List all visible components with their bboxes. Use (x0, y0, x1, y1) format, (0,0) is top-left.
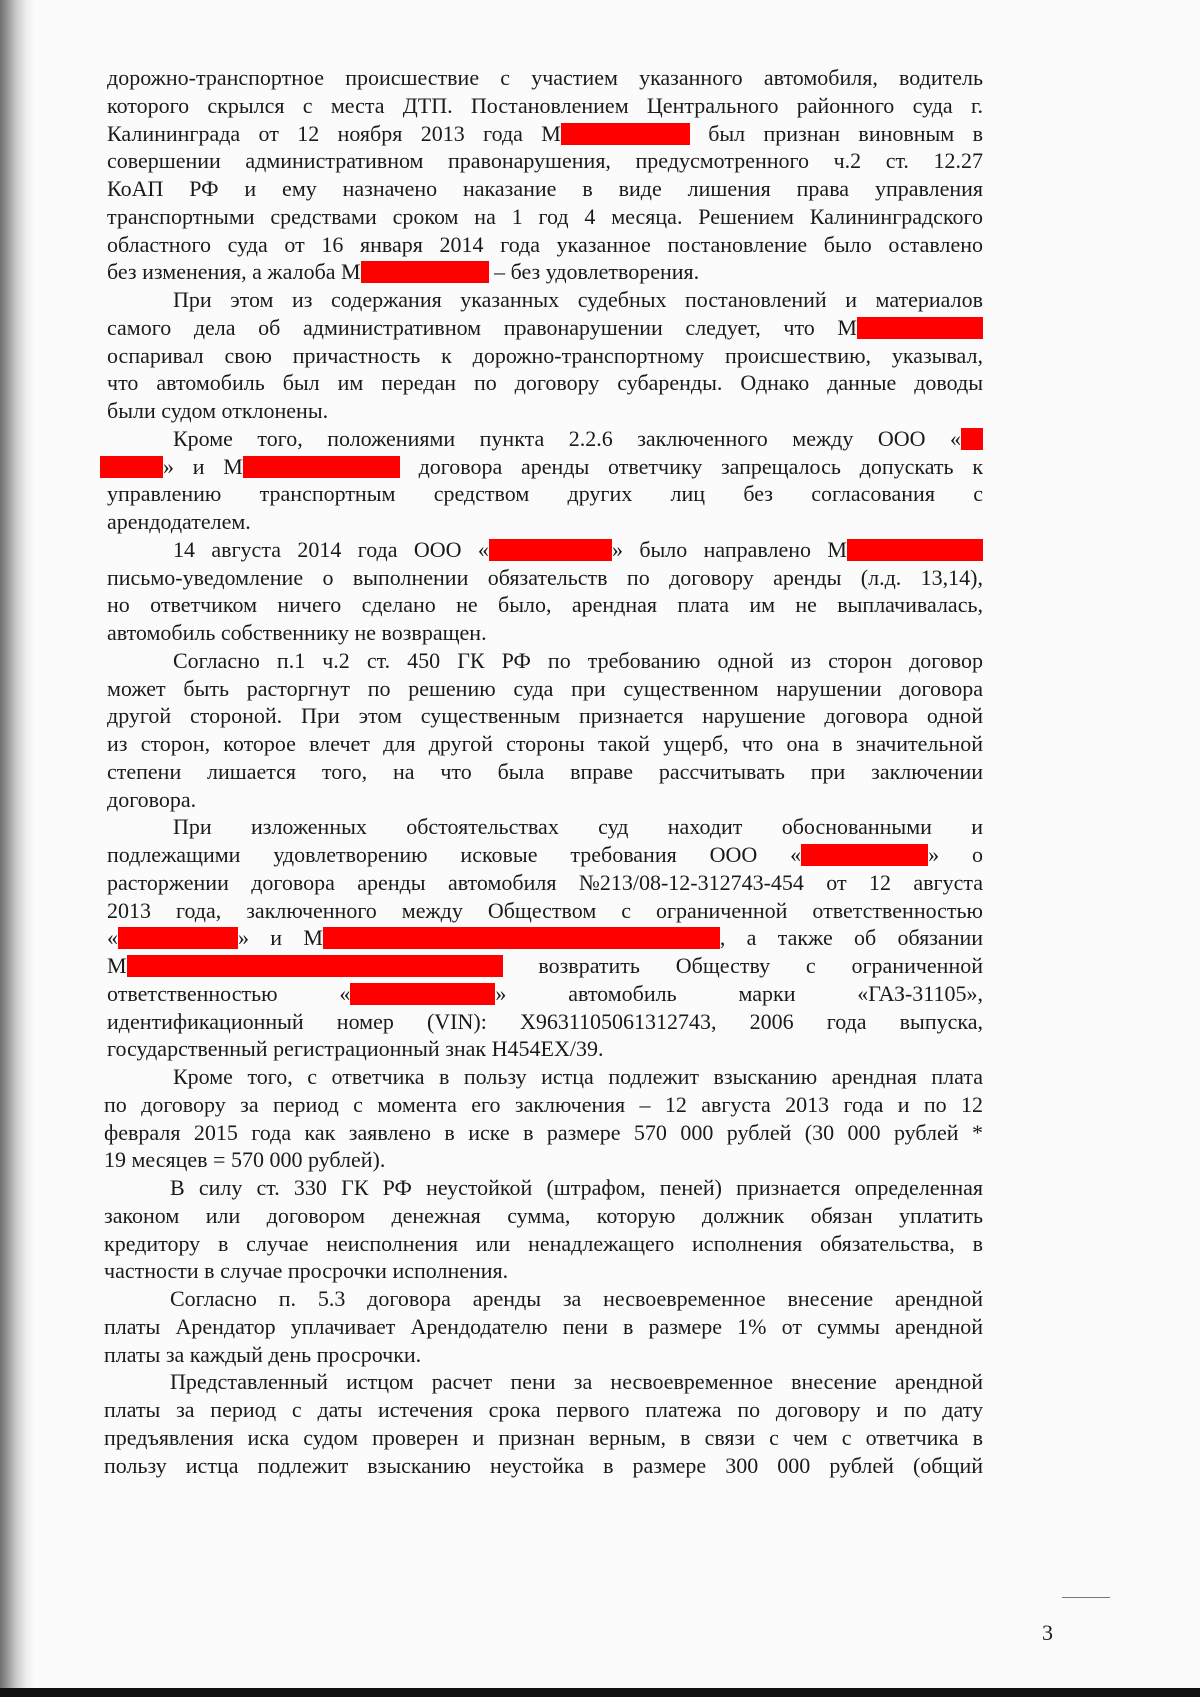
text-segment: дорожно-транспортное происшествие с участием указанного автомобиля, водитель (107, 65, 983, 90)
text-line (173, 647, 983, 675)
text-line (107, 869, 983, 897)
text-segment: самого дела об административном правонарушении следует, что М (107, 314, 857, 340)
text-line (104, 1341, 421, 1369)
text-line (107, 675, 983, 703)
text-segment: Согласно п. 5.3 договора аренды за несвоевременное внесение арендной (170, 1286, 983, 1311)
text-segment: областного суда от 16 января 2014 года указанное постановление было оставлено (107, 231, 983, 257)
text-segment: » автомобиль марки «ГАЗ-31105», (495, 980, 983, 1006)
text-segment: 19 месяцев = 570 000 рублей). (104, 1147, 386, 1173)
text-segment: Согласно п.1 ч.2 ст. 450 ГК РФ по требованию одной из сторон договор (173, 647, 983, 673)
text-line (107, 1008, 983, 1036)
text-segment: При этом из содержания указанных судебных постановлений и материалов (173, 287, 983, 312)
text-line (104, 1424, 983, 1452)
text-segment: « (107, 925, 118, 951)
text-line (107, 952, 983, 980)
text-line (173, 425, 983, 453)
text-line (170, 1174, 983, 1202)
text-line (104, 1396, 983, 1424)
text-segment: договора. (107, 786, 197, 812)
text-segment: идентификационный номер (VIN): Х9631105061312743, 2006 года выпуска, (107, 1008, 983, 1034)
text-segment: расторжении договора аренды автомобиля №213/08-12-312743-454 от 12 августа (107, 869, 983, 895)
text-line (104, 1202, 983, 1230)
text-line (104, 1146, 385, 1174)
redaction-box (361, 261, 489, 283)
text-segment: платы Арендатор уплачивает Арендодателю пени в размере 1% от суммы арендной (104, 1313, 983, 1339)
text-segment: » было направлено М (611, 536, 847, 562)
text-segment: – без удовлетворения. (488, 259, 700, 285)
text-line (104, 1313, 983, 1341)
text-segment: договора аренды ответчику запрещалось допускать к (399, 453, 984, 479)
text-line (107, 508, 251, 536)
text-segment: » о (928, 842, 983, 867)
text-line (107, 758, 983, 786)
redaction-box (561, 123, 690, 145)
text-segment: кредитору в случае неисполнения или ненадлежащего исполнения обязательства, в (104, 1230, 983, 1256)
text-segment: был признан виновным в (689, 120, 983, 146)
text-segment: Представленный истцом расчет пени за несвоевременное внесение арендной (170, 1369, 983, 1395)
text-line (170, 1285, 983, 1313)
text-line (100, 453, 983, 481)
text-segment: пользу истца подлежит взысканию неустойка в размере 300 000 рублей (общий (104, 1452, 983, 1478)
text-segment: Кроме того, положениями пункта 2.2.6 заключенного между ООО « (173, 425, 961, 451)
text-line (107, 619, 487, 647)
text-line (107, 64, 983, 92)
redaction-box (323, 927, 720, 949)
redaction-box (961, 428, 983, 450)
redaction-box (350, 983, 495, 1005)
text-segment: без изменения, а жалоба М (107, 259, 361, 285)
redaction-box (489, 539, 612, 561)
text-segment: совершении административном правонарушения, предусмотренного ч.2 ст. 12.27 (107, 148, 983, 174)
text-segment: платы за каждый день просрочки. (104, 1341, 422, 1367)
text-segment: 2013 года, заключенного между Обществом с ограниченной ответственностью (107, 897, 983, 923)
text-line (107, 841, 983, 869)
text-segment: частности в случае просрочки исполнения. (104, 1258, 509, 1284)
text-line (107, 786, 196, 814)
text-line (107, 480, 983, 508)
text-line (107, 591, 983, 619)
text-segment: М (107, 953, 127, 978)
text-line (104, 1257, 508, 1285)
text-segment: В силу ст. 330 ГК РФ неустойкой (штрафом, пеней) признается определенная (170, 1175, 983, 1200)
redaction-box (118, 927, 238, 949)
text-segment: были судом отклонены. (107, 398, 329, 423)
text-line (107, 730, 983, 758)
text-segment: автомобиль собственнику не возвращен. (107, 620, 487, 645)
text-segment: по договору за период с момента его заключения – 12 августа 2013 года и по 12 (104, 1091, 983, 1117)
text-line (173, 813, 983, 841)
text-segment: 14 августа 2014 года ООО « (173, 536, 489, 562)
text-line (107, 564, 983, 592)
text-line (104, 1230, 983, 1258)
text-segment: другой стороной. При этом существенным признается нарушение договора одной (107, 703, 983, 729)
text-line (104, 1119, 983, 1147)
text-line (173, 286, 983, 314)
text-segment: возвратить Обществу с ограниченной (502, 953, 983, 978)
text-segment: При изложенных обстоятельствах суд находит обоснованными и (173, 814, 983, 840)
text-segment: степени лишается того, на что была вправе рассчитывать при заключении (107, 758, 983, 784)
text-line (107, 203, 983, 231)
text-line (107, 92, 983, 120)
scan-mark (1062, 1597, 1110, 1598)
text-line (107, 924, 983, 952)
text-segment: КоАП РФ и ему назначено наказание в виде лишения права управления (107, 176, 983, 201)
text-segment: из сторон, которое влечет для другой стороны такой ущерб, что она в значительной (107, 731, 983, 756)
text-segment: но ответчиком ничего сделано не было, арендная плата им не выплачивалась, (107, 592, 983, 618)
text-segment: Кроме того, с ответчика в пользу истца подлежит взысканию арендная плата (173, 1064, 983, 1089)
scan-left-edge (0, 0, 34, 1697)
text-segment: что автомобиль был им передан по договору субаренды. Однако данные доводы (107, 370, 983, 396)
text-segment: февраля 2015 года как заявлено в иске в размере 570 000 рублей (30 000 рублей * (104, 1119, 983, 1145)
text-segment: предъявления иска судом проверен и признан верным, в связи с чем с ответчика в (104, 1424, 983, 1450)
text-segment: законом или договором денежная сумма, которую должник обязан уплатить (104, 1202, 983, 1228)
text-line (107, 897, 983, 925)
scan-bottom-edge (0, 1688, 1200, 1697)
text-line (107, 369, 983, 397)
text-segment: управлению транспортным средством других лиц без согласования с (107, 481, 983, 507)
text-segment: подлежащими удовлетворению исковые требования ООО « (107, 842, 802, 867)
page-number: 3 (1042, 1620, 1053, 1645)
text-line (107, 314, 983, 342)
redaction-box (100, 456, 163, 478)
text-line (104, 1452, 983, 1480)
text-line (107, 342, 983, 370)
redaction-box (243, 456, 400, 478)
text-segment: письмо-уведомление о выполнении обязательств по договору аренды (л.д. 13,14), (107, 564, 983, 590)
text-segment: платы за период с даты истечения срока первого платежа по договору и по дату (104, 1397, 983, 1422)
text-line (173, 1063, 983, 1091)
text-line (107, 175, 983, 203)
redaction-box (127, 955, 503, 977)
text-line (107, 980, 983, 1008)
redaction-box (801, 844, 928, 866)
text-line (104, 1091, 983, 1119)
text-line (107, 397, 328, 425)
redaction-box (847, 539, 983, 561)
text-segment: , а также об обязании (719, 925, 983, 951)
text-segment: » и М (238, 925, 323, 951)
text-line (107, 1035, 603, 1063)
text-segment: » и М (163, 453, 243, 479)
text-line (107, 231, 983, 259)
text-segment: транспортными средствами сроком на 1 год 4 месяца. Решением Калининградского (107, 203, 983, 229)
text-segment: может быть расторгнут по решению суда при существенном нарушении договора (107, 675, 983, 701)
text-segment: государственный регистрационный знак Н454ЕХ/39. (107, 1036, 604, 1062)
text-segment: Калининграда от 12 ноября 2013 года М (107, 120, 561, 146)
redaction-box (857, 317, 983, 339)
text-segment: арендодателем. (107, 509, 251, 534)
text-line (107, 702, 983, 730)
text-line (173, 536, 983, 564)
text-line (170, 1368, 983, 1396)
text-line (107, 147, 983, 175)
text-segment: ответственностью « (107, 980, 351, 1006)
text-segment: которого скрылся с места ДТП. Постановлением Центрального районного суда г. (107, 92, 983, 118)
text-line (107, 120, 983, 148)
text-line (107, 258, 699, 286)
text-segment: оспаривал свою причастность к дорожно-транспортному происшествию, указывал, (107, 342, 983, 368)
